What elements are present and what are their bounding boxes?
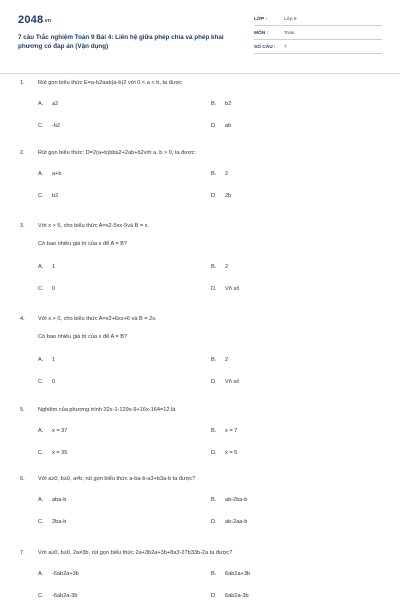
answer-option[interactable]	[38, 379, 55, 385]
option-text: 2	[225, 357, 229, 363]
option-text: aba-b	[52, 497, 67, 503]
meta-class-row	[254, 14, 382, 26]
option-letter: B.	[211, 571, 217, 577]
option-letter: B.	[211, 101, 217, 107]
option-text: ab-2aa-b	[225, 519, 248, 525]
question-text: Với a≥0, b≥0, a≠b, rút gọn biểu thức a-ba-b-a3+b3a-b ta được?	[38, 476, 196, 482]
option-text: ab	[225, 123, 232, 129]
option-text: 2b	[225, 193, 232, 199]
question-number: 1.	[20, 80, 25, 86]
option-text: 6ab2a+3b	[225, 571, 251, 577]
option-text: 2	[225, 171, 229, 177]
option-letter: C.	[38, 593, 44, 599]
meta-label: SỐ CÂU :	[254, 45, 276, 50]
option-letter: C.	[38, 123, 44, 129]
question-text: Với a≥0, b≥0, 2a≠3b, rút gọn biểu thức 2a+3b2a+3b+8a3-27b33b-2a ta được?	[38, 550, 233, 556]
answer-option[interactable]	[38, 171, 62, 177]
option-text: x = 37	[52, 428, 68, 434]
option-letter: A.	[38, 264, 44, 270]
option-letter: C.	[38, 286, 44, 292]
answer-option[interactable]	[38, 357, 55, 363]
option-letter: C.	[38, 193, 44, 199]
option-letter: D.	[211, 193, 217, 199]
question-text: Nghiệm của phương trình 32x-1-129x-9+16x-164=12 là	[38, 407, 176, 413]
answer-option[interactable]	[211, 123, 231, 129]
question-text: Rút gọn biểu thức E=a-b2aab(a-b)2 với 0 < a < b, ta được	[38, 80, 183, 86]
document-title: 7 câu Trắc nghiệm Toán 9 Bài 4: Liên hệ giữa phép chia và phép khai phương có đáp án (Vận dụng)	[18, 34, 224, 50]
option-letter: D.	[211, 286, 217, 292]
answer-option[interactable]	[211, 171, 228, 177]
answer-option[interactable]	[211, 379, 239, 385]
site-logo[interactable]: 2048.vn	[18, 14, 52, 26]
answer-option[interactable]	[211, 193, 231, 199]
answer-option[interactable]	[38, 497, 66, 503]
answer-option[interactable]	[211, 571, 250, 577]
option-letter: A.	[38, 101, 44, 107]
question-subtext: Có bao nhiêu giá trị của x để A = B?	[38, 334, 128, 340]
option-letter: A.	[38, 428, 44, 434]
answer-option[interactable]	[38, 428, 67, 434]
question-text: Với x > 5, cho biểu thức A=x2-5xx-5và B = x.	[38, 223, 150, 229]
option-text: -b2	[52, 123, 61, 129]
option-text: Vô số	[225, 379, 240, 385]
option-text: x = 35	[52, 450, 68, 456]
option-text: 2	[225, 264, 229, 270]
option-letter: D.	[211, 519, 217, 525]
option-letter: A.	[38, 357, 44, 363]
answer-option[interactable]	[38, 101, 58, 107]
option-text: b2	[225, 101, 232, 107]
option-text: 6ab2a-3b	[225, 593, 249, 599]
option-text: x = 5	[225, 450, 238, 456]
meta-label: LỚP :	[254, 17, 268, 22]
option-text: -6ab2a+3b	[52, 571, 79, 577]
question-number: 6.	[20, 476, 25, 482]
meta-value: 7	[284, 45, 287, 50]
answer-option[interactable]	[38, 193, 58, 199]
question-number: 3.	[20, 223, 25, 229]
answer-option[interactable]	[38, 286, 55, 292]
meta-label: MÔN :	[254, 31, 269, 36]
answer-option[interactable]	[38, 123, 60, 129]
option-letter: A.	[38, 571, 44, 577]
option-text: 1	[52, 357, 56, 363]
header-divider	[0, 73, 400, 74]
option-letter: D.	[211, 450, 217, 456]
answer-option[interactable]	[211, 497, 247, 503]
answer-option[interactable]	[38, 593, 78, 599]
option-letter: B.	[211, 497, 217, 503]
option-letter: C.	[38, 379, 44, 385]
meta-value: Lớp 9	[284, 17, 297, 22]
question-number: 2.	[20, 150, 25, 156]
option-text: Vô số	[225, 286, 240, 292]
answer-option[interactable]	[211, 593, 249, 599]
answer-option[interactable]	[211, 286, 239, 292]
option-letter: B.	[211, 428, 217, 434]
question-text: Với x > 0, cho biểu thức A=x2+6xx+6 và B = 2x.	[38, 316, 157, 322]
answer-option[interactable]	[211, 357, 228, 363]
option-letter: C.	[38, 450, 44, 456]
meta-subject-row	[254, 28, 382, 40]
option-text: a2	[52, 101, 59, 107]
document-header	[18, 12, 382, 64]
option-text: 2ba-b	[52, 519, 67, 525]
answer-option[interactable]	[211, 428, 237, 434]
meta-count-row	[254, 42, 382, 54]
answer-option[interactable]	[38, 571, 79, 577]
option-letter: B.	[211, 264, 217, 270]
question-number: 5.	[20, 407, 25, 413]
option-letter: D.	[211, 593, 217, 599]
option-text: b2	[52, 193, 59, 199]
option-text: 1	[52, 264, 56, 270]
option-letter: C.	[38, 519, 44, 525]
option-text: -6ab2a-3b	[52, 593, 78, 599]
answer-option[interactable]	[211, 519, 247, 525]
option-letter: A.	[38, 497, 44, 503]
question-text: Rút gọn biểu thức: D=2(a+b)bba2+2ab+b2với a, b > 0, ta được:	[38, 150, 197, 156]
option-letter: D.	[211, 123, 217, 129]
option-letter: A.	[38, 171, 44, 177]
option-text: a+b	[52, 171, 62, 177]
option-text: x = 7	[225, 428, 238, 434]
meta-value: Toán	[284, 31, 295, 36]
document-meta	[254, 14, 382, 56]
answer-option[interactable]	[211, 264, 228, 270]
option-text: 0	[52, 286, 56, 292]
answer-option[interactable]	[38, 264, 55, 270]
question-number: 4.	[20, 316, 25, 322]
option-text: 0	[52, 379, 56, 385]
option-letter: D.	[211, 379, 217, 385]
option-letter: B.	[211, 357, 217, 363]
answer-option[interactable]	[211, 101, 231, 107]
option-text: ab-2ba-b	[225, 497, 248, 503]
answer-option[interactable]	[38, 450, 67, 456]
answer-option[interactable]	[211, 450, 237, 456]
option-letter: B.	[211, 171, 217, 177]
question-number: 7.	[20, 550, 25, 556]
answer-option[interactable]	[38, 519, 66, 525]
question-subtext: Có bao nhiêu giá trị của x để A = B?	[38, 241, 128, 247]
